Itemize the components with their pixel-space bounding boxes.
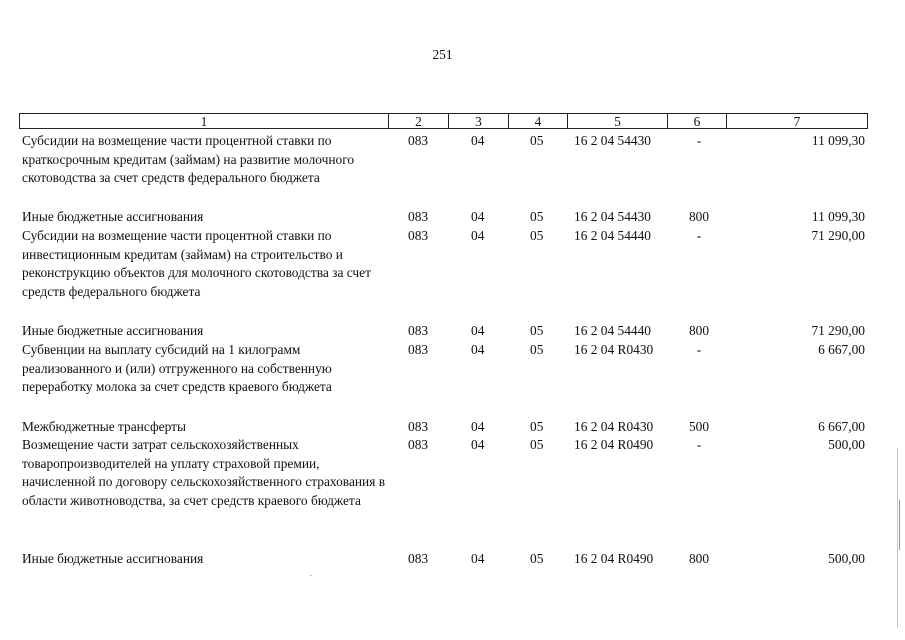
cell-col6: 500 [688, 419, 710, 434]
cell-col4: 05 [530, 228, 544, 243]
header-cell: 4 [508, 113, 568, 129]
cell-col5: 16 2 04 54440 [574, 323, 651, 338]
cell-col3: 04 [471, 323, 485, 338]
cell-name: Субсидии на возмещение части процентной ставки по инвестиционным кредитам (займам) на строительство и реконструкцию объектов для молочного скотоводства за счет средств федерального бюджета [22, 228, 371, 299]
cell-col5: 16 2 04 54430 [574, 209, 651, 224]
cell-col2: 083 [408, 342, 429, 357]
cell-col7: 500,00 [828, 551, 865, 566]
header-cell: 7 [726, 113, 868, 129]
cell-col6: - [696, 228, 702, 243]
scan-edge-line [899, 500, 900, 550]
cell-col7: 500,00 [828, 437, 865, 452]
cell-name: Возмещение части затрат сельскохозяйственных товаропроизводителей на уплату страховой премии, начисленной по договору сельскохозяйственного страхования в области животноводства, за счет средств краевого бюджета [22, 437, 386, 508]
cell-col3: 04 [471, 419, 485, 434]
cell-col3: 04 [471, 342, 485, 357]
cell-col3: 04 [471, 437, 485, 452]
cell-col6: 800 [688, 209, 710, 224]
cell-name: Межбюджетные трансферты [22, 419, 186, 434]
cell-col6: - [696, 342, 702, 357]
cell-col3: 04 [471, 551, 485, 566]
header-cell: 2 [388, 113, 449, 129]
cell-col3: 04 [471, 133, 485, 148]
cell-col7: 6 667,00 [818, 419, 865, 434]
cell-name: Субвенции на выплату субсидий на 1 килограмм реализованного и (или) отгруженного на собственную переработку молока за счет средств краевого бюджета [22, 342, 332, 395]
cell-col5: 16 2 04 R0430 [574, 342, 654, 357]
cell-name: Иные бюджетные ассигнования [22, 551, 204, 566]
cell-col2: 083 [408, 419, 429, 434]
cell-col7: 71 290,00 [811, 228, 865, 243]
cell-col7: 11 099,30 [811, 209, 865, 224]
cell-col4: 05 [530, 437, 544, 452]
cell-col4: 05 [530, 551, 544, 566]
cell-col5: 16 2 04 54440 [574, 228, 651, 243]
cell-col5: 16 2 04 R0490 [574, 437, 654, 452]
header-cell: 3 [448, 113, 509, 129]
cell-col7: 11 099,30 [811, 133, 865, 148]
cell-col2: 083 [408, 133, 429, 148]
cell-col4: 05 [530, 419, 544, 434]
cell-name: Иные бюджетные ассигнования [22, 209, 204, 224]
cell-col4: 05 [530, 209, 544, 224]
cell-col6: - [696, 133, 702, 148]
cell-col7: 6 667,00 [818, 342, 865, 357]
cell-col5: 16 2 04 R0430 [574, 419, 654, 434]
header-cell: 1 [19, 113, 389, 129]
cell-col6: - [696, 437, 702, 452]
cell-col2: 083 [408, 209, 429, 224]
page-number: 251 [432, 47, 453, 62]
cell-col3: 04 [471, 228, 485, 243]
header-cell: 5 [567, 113, 668, 129]
cell-col7: 71 290,00 [811, 323, 865, 338]
cell-col4: 05 [530, 342, 544, 357]
cell-col5: 16 2 04 R0490 [574, 551, 654, 566]
cell-col2: 083 [408, 551, 429, 566]
header-cell: 6 [667, 113, 727, 129]
cell-col6: 800 [688, 551, 710, 566]
cell-col4: 05 [530, 323, 544, 338]
cell-col2: 083 [408, 437, 429, 452]
cell-col4: 05 [530, 133, 544, 148]
cell-col6: 800 [688, 323, 710, 338]
cell-col3: 04 [471, 209, 485, 224]
cell-name: Субсидии на возмещение части процентной ставки по краткосрочным кредитам (займам) на развитие молочного скотоводства за счет средств федерального бюджета [22, 133, 355, 186]
cell-col5: 16 2 04 54430 [574, 133, 651, 148]
cell-col2: 083 [408, 228, 429, 243]
cell-name: Иные бюджетные ассигнования [22, 323, 204, 338]
cell-col2: 083 [408, 323, 429, 338]
scan-edge-line [897, 448, 898, 628]
scan-speck [310, 575, 312, 576]
